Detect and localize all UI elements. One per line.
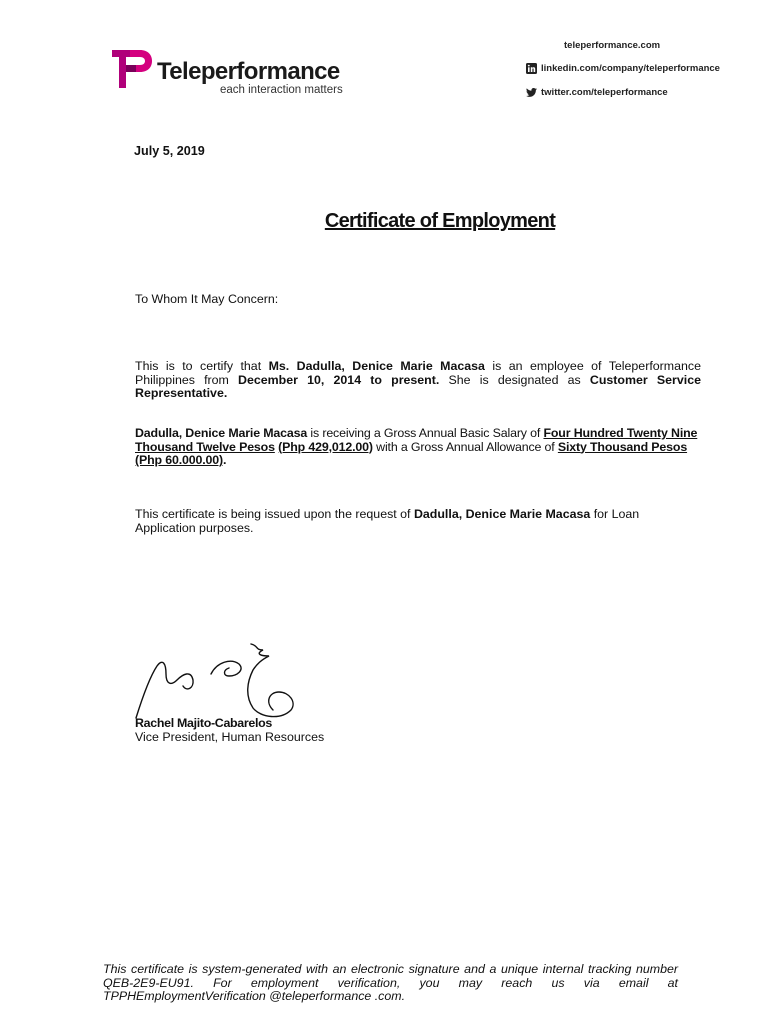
- employee-name: Dadulla, Denice Marie Macasa: [135, 426, 308, 440]
- letter-date: July 5, 2019: [134, 144, 205, 158]
- job-position: Customer Service Representative.: [135, 372, 701, 400]
- salary-words: Four Hundred Twenty Nine Thousand Twelve Pesos: [135, 426, 698, 454]
- teleperformance-logo-icon: [110, 48, 154, 90]
- salutation: To Whom It May Concern:: [135, 292, 279, 306]
- p1-text-2: is an employee of Teleperformance Philippines from: [135, 359, 701, 387]
- website-text: teleperformance.com: [564, 40, 661, 51]
- linkedin-icon: [526, 63, 537, 74]
- employee-name: Ms. Dadulla, Denice Marie Macasa: [268, 359, 485, 373]
- signer-name: Rachel Majito-Cabarelos: [135, 716, 273, 730]
- p3-text-1: This certificate is being issued upon the request of: [135, 507, 414, 521]
- linkedin-text: linkedin.com/company/teleperformance: [541, 63, 720, 74]
- allowance-amount: (Php 60.000.00): [135, 453, 223, 467]
- certification-paragraph: [135, 360, 701, 401]
- linkedin-link[interactable]: [526, 63, 720, 74]
- purpose-paragraph: [135, 508, 701, 535]
- salary-paragraph: [135, 427, 701, 468]
- logo-tagline: each interaction matters: [220, 84, 343, 96]
- website-link[interactable]: [564, 40, 660, 51]
- p2-text-2: with a Gross Annual Allowance of: [372, 439, 558, 454]
- logo-name: Teleperformance: [157, 58, 340, 85]
- p1-text-3: She is designated as: [439, 372, 590, 387]
- document-title: Certificate of Employment: [324, 210, 556, 232]
- twitter-text: twitter.com/teleperformance: [541, 87, 668, 98]
- allowance-words: Sixty Thousand Pesos: [557, 439, 688, 454]
- twitter-link[interactable]: [526, 87, 668, 98]
- employment-period: December 10, 2014 to present.: [238, 372, 440, 387]
- twitter-icon: [526, 87, 537, 98]
- p2-period: .: [222, 453, 227, 467]
- verification-footer: This certificate is system-generated with an electronic signature and a unique internal tracking number QEB-2E9-EU91. For employment verification, you may reach us via email at TPPHEmploymentVerification @teleperformance .com.: [103, 962, 678, 1003]
- signer-title: Vice President, Human Resources: [135, 730, 325, 744]
- handwritten-signature: [133, 640, 308, 725]
- p1-text-1: This is to certify that: [135, 359, 269, 373]
- p3-text-2: for Loan Application purposes.: [135, 507, 640, 535]
- p2-text-1: is receiving a Gross Annual Basic Salary of: [307, 426, 544, 440]
- employee-name: Dadulla, Denice Marie Macasa: [413, 507, 591, 521]
- salary-amount: (Php 429,012.00): [278, 439, 373, 454]
- company-logo: [110, 46, 360, 102]
